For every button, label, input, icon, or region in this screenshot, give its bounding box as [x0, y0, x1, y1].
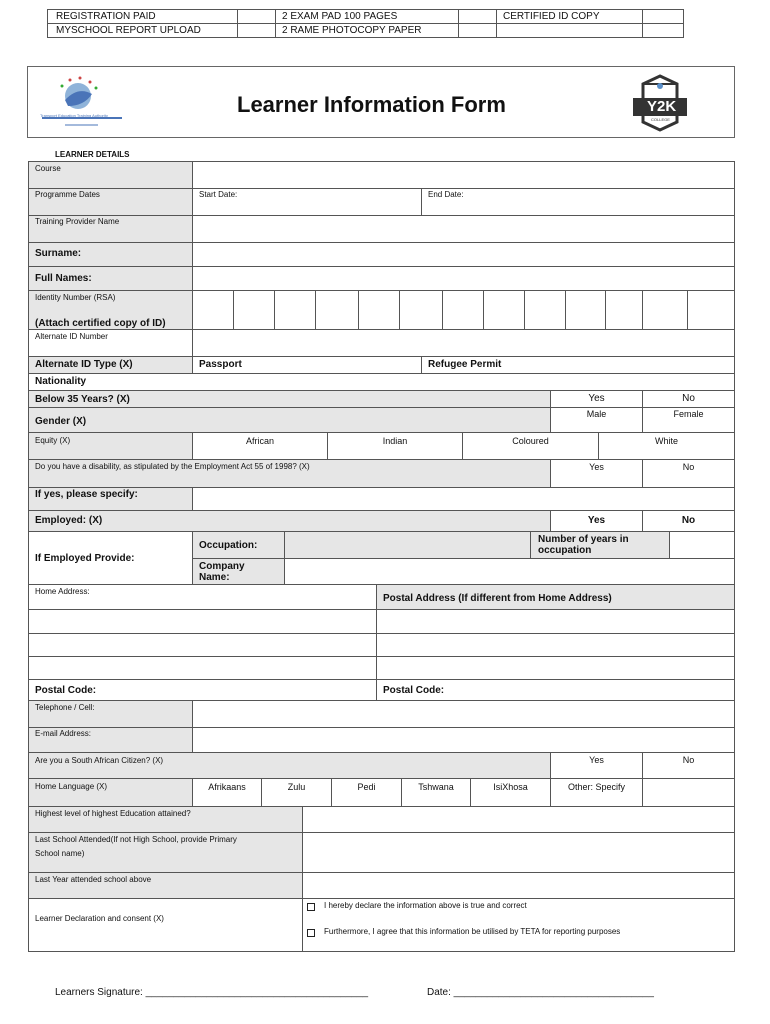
- surname-label: Surname:: [35, 248, 82, 259]
- lang-other-specify-field[interactable]: [642, 778, 735, 807]
- postal-address-line-3[interactable]: [376, 656, 735, 680]
- telephone-field[interactable]: [192, 700, 735, 728]
- section-title: LEARNER DETAILS: [55, 150, 130, 159]
- gender-male-label: Male: [586, 409, 607, 419]
- refugee-permit-label: Refugee Permit: [428, 359, 502, 370]
- company-name-label-1: Company: [199, 561, 245, 572]
- lang-isixhosa-label: IsiXhosa: [493, 782, 528, 792]
- home-address-label: Home Address:: [35, 587, 90, 596]
- employed-label: Employed: (X): [35, 515, 103, 526]
- end-date-field[interactable]: [421, 188, 735, 216]
- surname-field[interactable]: [192, 242, 735, 267]
- nationality-label: Nationality: [35, 376, 87, 387]
- start-date-label: Start Date:: [199, 190, 238, 199]
- lang-zulu-label: Zulu: [287, 782, 306, 792]
- passport-label: Passport: [199, 359, 242, 370]
- occupation-field[interactable]: [284, 531, 531, 559]
- end-date-label: End Date:: [428, 190, 464, 199]
- home-language-label: Home Language (X): [35, 782, 108, 791]
- signature-date[interactable]: Date: ____________________________________: [427, 987, 654, 998]
- years-occupation-label-2: occupation: [538, 545, 592, 556]
- page-title: Learner Information Form: [237, 92, 506, 117]
- postal-address-line-1[interactable]: [376, 609, 735, 634]
- identity-number-label: Identity Number (RSA): [35, 293, 116, 302]
- y2k-logo-sub: COLLEGE: [651, 117, 670, 122]
- employed-no-label: No: [681, 515, 696, 526]
- years-occupation-label-1: Number of years in: [538, 534, 629, 545]
- employed-yes-label: Yes: [587, 515, 606, 526]
- full-names-label: Full Names:: [35, 273, 92, 284]
- last-school-label-2: School name): [35, 849, 85, 858]
- lang-tshwana-label: Tshwana: [418, 782, 454, 792]
- alt-id-number-field[interactable]: [192, 329, 735, 357]
- teta-logo: [40, 74, 125, 132]
- home-postal-code-label: Postal Code:: [35, 685, 97, 696]
- equity-indian-label: Indian: [382, 436, 408, 446]
- highest-education-field[interactable]: [302, 806, 735, 833]
- full-names-field[interactable]: [192, 266, 735, 291]
- highest-education-label: Highest level of highest Education attained?: [35, 809, 191, 818]
- declare-true-checkbox[interactable]: [307, 903, 315, 911]
- lang-other-label: Other: Specify: [567, 782, 626, 792]
- sa-citizen-label: Are you a South African Citizen? (X): [35, 756, 164, 765]
- last-school-label-1: Last School Attended(If not High School, provide Primary: [35, 835, 237, 844]
- sa-citizen-no-label: No: [682, 755, 695, 765]
- programme-dates-label: Programme Dates: [35, 190, 100, 199]
- disability-specify-field[interactable]: [192, 487, 735, 511]
- disability-label: Do you have a disability, as stipulated by the Employment Act 55 of 1998? (X): [35, 462, 310, 471]
- declaration-label: Learner Declaration and consent (X): [35, 914, 164, 923]
- if-yes-specify-label: If yes, please specify:: [35, 489, 138, 500]
- below-35-yes-label: Yes: [588, 393, 605, 404]
- training-provider-label: Training Provider Name: [35, 217, 120, 226]
- postal-code-label: Postal Code:: [383, 685, 445, 696]
- checklist-registration-paid: REGISTRATION PAID: [56, 11, 156, 22]
- home-address-line-4[interactable]: [28, 656, 377, 680]
- last-year-label: Last Year attended school above: [35, 875, 152, 884]
- declare-consent-label: Furthermore, I agree that this information be utilised by TETA for reporting purposes: [324, 927, 621, 936]
- y2k-logo-text: Y2K: [647, 98, 677, 115]
- y2k-logo: [625, 72, 695, 134]
- email-field[interactable]: [192, 727, 735, 753]
- course-label: Course: [35, 164, 61, 173]
- years-in-occupation-field[interactable]: [669, 531, 735, 559]
- postal-address-line-2[interactable]: [376, 633, 735, 657]
- checklist-certified-id: CERTIFIED ID COPY: [503, 11, 600, 22]
- if-employed-label: If Employed Provide:: [35, 553, 135, 564]
- alt-id-number-label: Alternate ID Number: [35, 332, 108, 341]
- email-label: E-mail Address:: [35, 729, 92, 738]
- postal-address-label: Postal Address (If different from Home Address): [383, 593, 612, 604]
- nationality-field[interactable]: [28, 373, 735, 391]
- gender-female-label: Female: [673, 409, 704, 419]
- home-address-line-2[interactable]: [28, 609, 377, 634]
- lang-pedi-label: Pedi: [357, 782, 376, 792]
- equity-coloured-label: Coloured: [512, 436, 549, 446]
- below-35-label: Below 35 Years? (X): [35, 394, 130, 405]
- disability-no-label: No: [682, 462, 695, 472]
- equity-african-label: African: [245, 436, 274, 446]
- occupation-label: Occupation:: [199, 540, 258, 551]
- checklist-photocopy-paper: 2 RAME PHOTOCOPY PAPER: [282, 25, 422, 36]
- company-name-label-2: Name:: [199, 572, 230, 583]
- telephone-label: Telephone / Cell:: [35, 703, 95, 712]
- sa-citizen-yes-label: Yes: [589, 755, 604, 765]
- equity-label: Equity (X): [35, 436, 71, 445]
- home-address-line-3[interactable]: [28, 633, 377, 657]
- equity-white-label: White: [654, 436, 678, 446]
- gender-label: Gender (X): [35, 416, 87, 427]
- attach-id-label: (Attach certified copy of ID): [35, 318, 166, 329]
- company-name-field[interactable]: [284, 558, 735, 585]
- alt-id-type-label: Alternate ID Type (X): [35, 359, 133, 370]
- checklist-exam-pad: 2 EXAM PAD 100 PAGES: [282, 11, 398, 22]
- teta-logo-caption: Transport Education Training Authority: [40, 113, 108, 118]
- below-35-no-label: No: [682, 393, 695, 404]
- checklist-myschool-report: MYSCHOOL REPORT UPLOAD: [56, 25, 201, 36]
- disability-yes-label: Yes: [589, 462, 604, 472]
- declare-true-label: I hereby declare the information above is true and correct: [324, 901, 527, 910]
- course-field[interactable]: [192, 161, 735, 189]
- training-provider-field[interactable]: [192, 215, 735, 243]
- declare-consent-checkbox[interactable]: [307, 929, 315, 937]
- last-school-field[interactable]: [302, 832, 735, 873]
- last-year-field[interactable]: [302, 872, 735, 899]
- lang-afrikaans-label: Afrikaans: [208, 782, 246, 792]
- learner-signature[interactable]: Learners Signature: ________________________________________: [55, 987, 369, 998]
